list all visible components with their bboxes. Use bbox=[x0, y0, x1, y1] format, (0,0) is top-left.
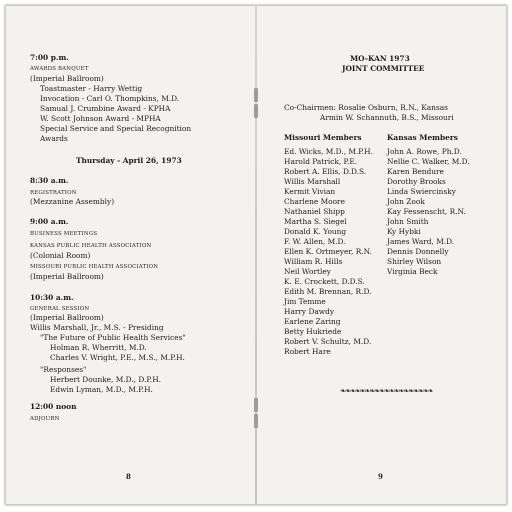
time-900am: 9:00 a.m. bbox=[30, 217, 69, 226]
missouri-association: MISSOURI PUBLIC HEALTH ASSOCIATION bbox=[30, 264, 159, 270]
mezzanine-location: (Mezzanine Assembly) bbox=[30, 197, 115, 206]
future-talk-title: "The Future of Public Health Services" bbox=[40, 333, 186, 342]
responses-title: "Responses" bbox=[40, 365, 87, 374]
missouri-member: Willis Marshall bbox=[284, 177, 341, 186]
missouri-member: Harry Dawdy bbox=[284, 307, 335, 316]
crumbine-award-line: Samual J. Crumbine Award - KPHA bbox=[40, 104, 171, 113]
kansas-members-heading: Kansas Members bbox=[387, 133, 458, 142]
missouri-member: K. E. Crockett, D.D.S. bbox=[284, 277, 365, 286]
missouri-member: Ellen K. Ortmeyer, R.N. bbox=[284, 247, 372, 256]
missouri-member: Robert A. Ellis, D.D.S. bbox=[284, 167, 367, 176]
time-830am: 8:30 a.m. bbox=[30, 176, 69, 185]
special-service-line-2: Awards bbox=[40, 134, 68, 143]
committee-title-2: JOINT COMMITTEE bbox=[342, 64, 425, 73]
missouri-member: Charlene Moore bbox=[284, 197, 345, 206]
awards-banquet-heading: AWARDS BANQUET bbox=[30, 66, 89, 72]
johnson-award-line: W. Scott Johnson Award - MPHA bbox=[40, 114, 161, 123]
committee-title-1: MO-KAN 1973 bbox=[350, 54, 410, 63]
missouri-member: Robert Hare bbox=[284, 347, 331, 356]
kansas-member: James Ward, M.D. bbox=[387, 237, 455, 246]
kansas-member: John Zook bbox=[387, 197, 425, 206]
kansas-member: Shirley Wilson bbox=[387, 257, 442, 266]
missouri-member: Harold Patrick, P.E. bbox=[284, 157, 358, 166]
missouri-member: Neil Wortley bbox=[284, 267, 331, 276]
respondent-dounke: Herbert Dounke, M.D., D.P.H. bbox=[50, 375, 162, 384]
colonial-location: (Colonial Room) bbox=[30, 251, 91, 260]
missouri-member: Kermit Vivian bbox=[284, 187, 336, 196]
kansas-member: Dennis Donnelly bbox=[387, 247, 449, 256]
missouri-member: Earlene Zaring bbox=[284, 317, 341, 326]
invocation-line: Invocation - Carl O. Thompkins, M.D. bbox=[40, 94, 180, 103]
missouri-member: Nathaniel Shipp bbox=[284, 207, 345, 216]
kansas-member: Karen Bendure bbox=[387, 167, 444, 176]
program-booklet bbox=[5, 5, 507, 505]
time-700pm: 7:00 p.m. bbox=[30, 53, 69, 62]
missouri-member: Donald K. Young bbox=[284, 227, 347, 236]
kansas-association: KANSAS PUBLIC HEALTH ASSOCIATION bbox=[30, 243, 152, 249]
page-8 bbox=[6, 6, 256, 504]
missouri-member: Martha S. Siegel bbox=[284, 217, 347, 226]
missouri-member: William R. Hills bbox=[284, 257, 343, 266]
decorative-ornament-rule: ❧❧❧❧❧❧❧❧❧❧❧❧❧❧❧❧❧❧❧ bbox=[340, 387, 433, 395]
presiding-line: Willis Marshall, Jr., M.S. - Presiding bbox=[30, 323, 164, 332]
missouri-member: Ed. Wicks, M.D., M.P.H. bbox=[284, 147, 373, 156]
cochairmen-line-1: Co-Chairmen: Rosalie Osburn, R.N., Kansas bbox=[284, 103, 448, 112]
page-number-8: 8 bbox=[126, 472, 131, 481]
date-heading: Thursday - April 26, 1973 bbox=[76, 156, 182, 165]
missouri-member: Jim Temme bbox=[284, 297, 326, 306]
speaker-wright: Charles V. Wright, P.E., M.S., M.P.H. bbox=[50, 353, 185, 362]
kansas-member: Dorothy Brooks bbox=[387, 177, 446, 186]
kansas-member: John A. Rowe, Ph.D. bbox=[387, 147, 462, 156]
page-9 bbox=[256, 6, 506, 504]
missouri-member: Betty Hukriede bbox=[284, 327, 342, 336]
registration-heading: REGISTRATION bbox=[30, 190, 77, 196]
kansas-member: Kay Fessenscht, R.N. bbox=[387, 207, 466, 216]
missouri-members-heading: Missouri Members bbox=[284, 133, 362, 142]
kansas-member: Linda Swiercinsky bbox=[387, 187, 456, 196]
missouri-member: Edith M. Brennan, R.D. bbox=[284, 287, 372, 296]
cochairmen-line-2: Armin W. Schannuth, B.S., Missouri bbox=[320, 113, 454, 122]
ballroom-location-1: (Imperial Ballroom) bbox=[30, 74, 104, 83]
kansas-member: Nellie C. Walker, M.D. bbox=[387, 157, 470, 166]
toastmaster-line: Toastmaster - Harry Wettig bbox=[40, 84, 143, 93]
missouri-member: Robert V. Schultz, M.D. bbox=[284, 337, 372, 346]
ballroom-location-3: (Imperial Ballroom) bbox=[30, 313, 104, 322]
kansas-member: John Smith bbox=[387, 217, 429, 226]
missouri-member: F. W. Allen, M.D. bbox=[284, 237, 346, 246]
ballroom-location-2: (Imperial Ballroom) bbox=[30, 272, 104, 281]
kansas-member: Ky Hybki bbox=[387, 227, 421, 236]
respondent-lyman: Edwin Lyman, M.D., M.P.H. bbox=[50, 385, 153, 394]
business-meetings-heading: BUSINESS MEETINGS bbox=[30, 231, 98, 237]
kansas-member: Virginia Beck bbox=[387, 267, 438, 276]
page-number-9: 9 bbox=[378, 472, 383, 481]
special-service-line-1: Special Service and Special Recognition bbox=[40, 124, 192, 133]
speaker-wherritt: Holman R. Wherritt, M.D. bbox=[50, 343, 147, 352]
time-1200noon: 12:00 noon bbox=[30, 402, 77, 411]
adjourn-heading: ADJOURN bbox=[30, 416, 60, 422]
time-1030am: 10:30 a.m. bbox=[30, 293, 74, 302]
general-session-heading: GENERAL SESSION bbox=[30, 306, 90, 312]
